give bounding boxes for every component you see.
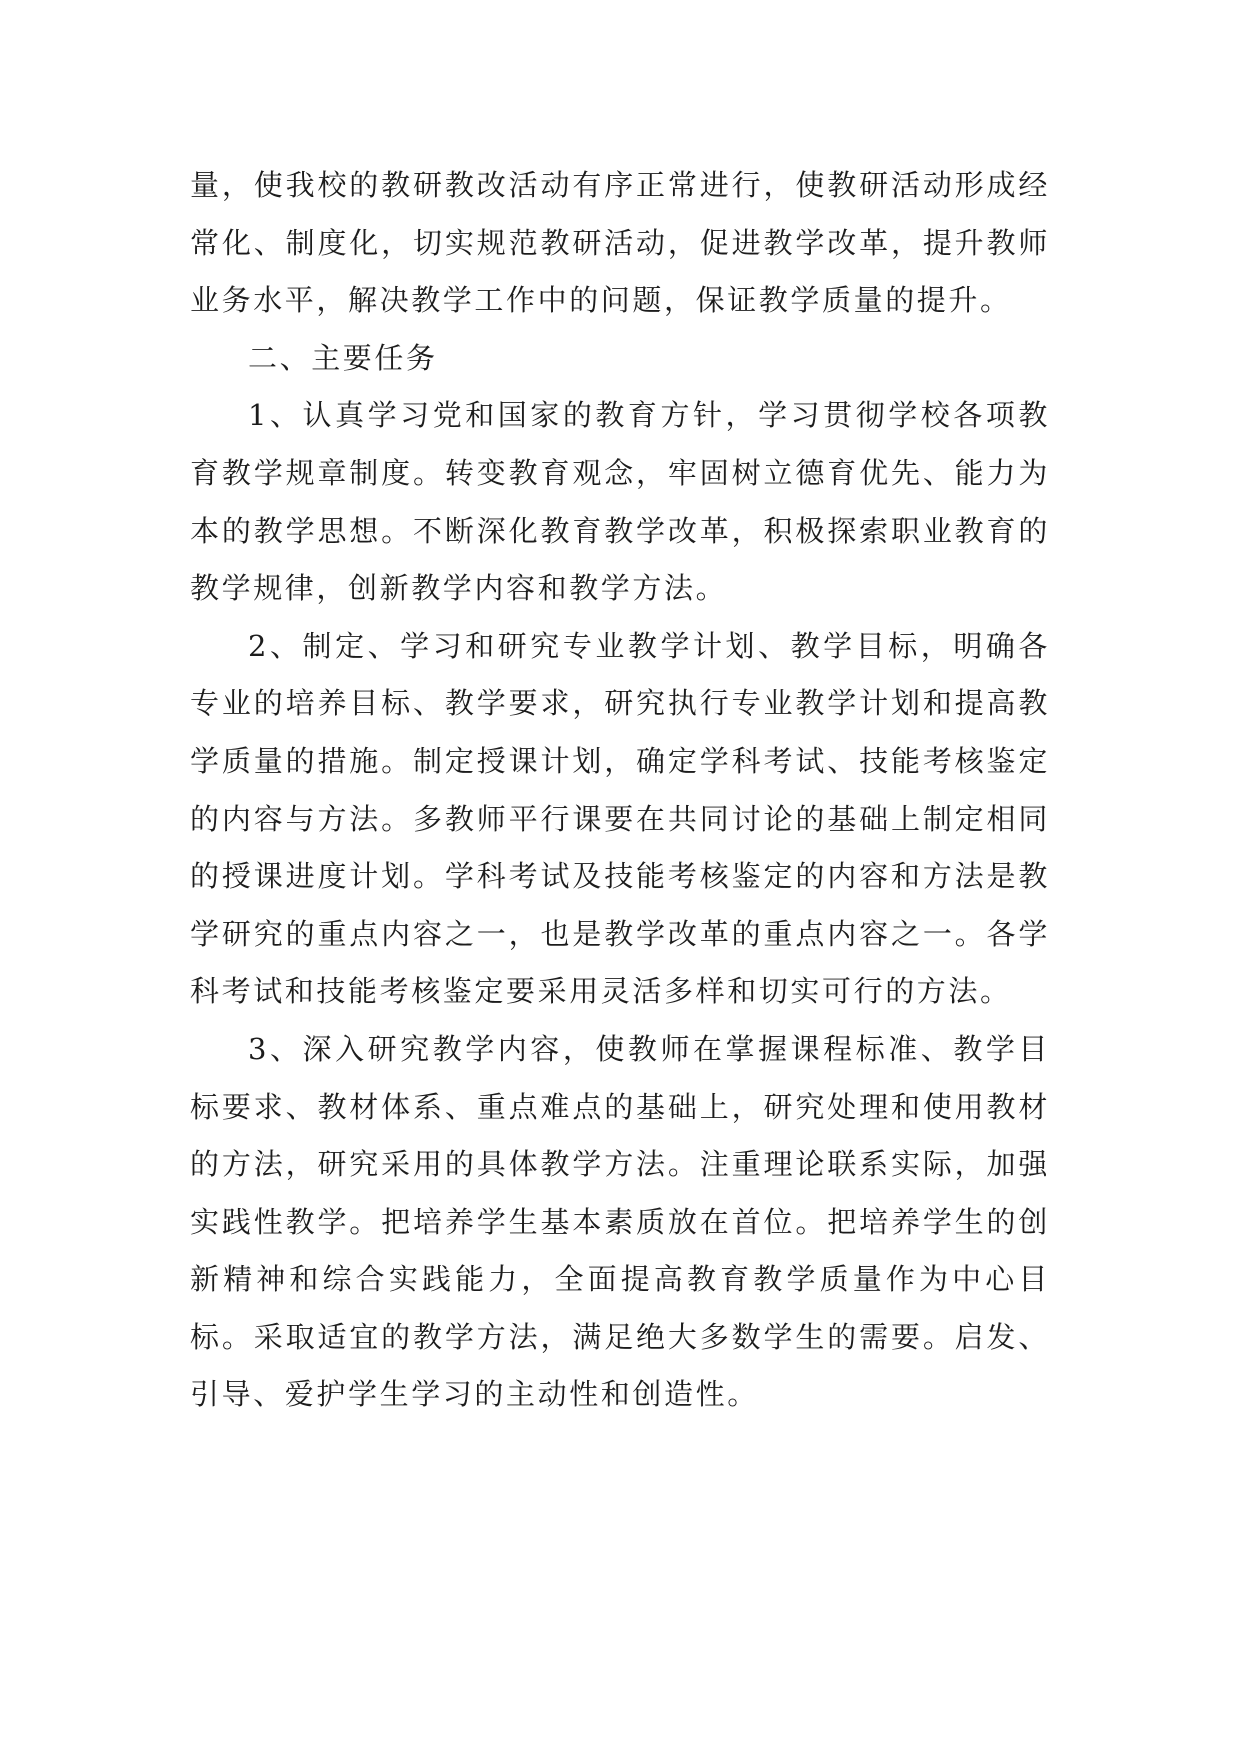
- paragraph-task-1: 1、认真学习党和国家的教育方针，学习贯彻学校各项教育教学规章制度。转变教育观念，牢固树立德育优先、能力为本的教学思想。不断深化教育教学改革，积极探索职业教育的教学规律，创新教学内容和教学方法。: [190, 398, 1050, 606]
- document-body: [190, 157, 1050, 1424]
- paragraph-task-3: 3、深入研究教学内容，使教师在掌握课程标准、教学目标要求、教材体系、重点难点的基础上，研究处理和使用教材的方法，研究采用的具体教学方法。注重理论联系实际，加强实践性教学。把培养学生基本素质放在首位。把培养学生的创新精神和综合实践能力，全面提高教育教学质量作为中心目标。采取适宜的教学方法，满足绝大多数学生的需要。启发、引导、爱护学生学习的主动性和创造性。: [190, 1031, 1050, 1412]
- paragraph-task-2: 2、制定、学习和研究专业教学计划、教学目标，明确各专业的培养目标、教学要求，研究执行专业教学计划和提高教学质量的措施。制定授课计划，确定学科考试、技能考核鉴定的内容与方法。多教师平行课要在共同讨论的基础上制定相同的授课进度计划。学科考试及技能考核鉴定的内容和方法是教学研究的重点内容之一，也是教学改革的重点内容之一。各学科考试和技能考核鉴定要采用灵活多样和切实可行的方法。: [190, 628, 1050, 1009]
- section-heading-main-tasks: 二、主要任务: [248, 340, 438, 375]
- paragraph-continuation: 量，使我校的教研教改活动有序正常进行，使教研活动形成经常化、制度化，切实规范教研活动，促进教学改革，提升教师业务水平，解决教学工作中的问题，保证教学质量的提升。: [190, 168, 1050, 318]
